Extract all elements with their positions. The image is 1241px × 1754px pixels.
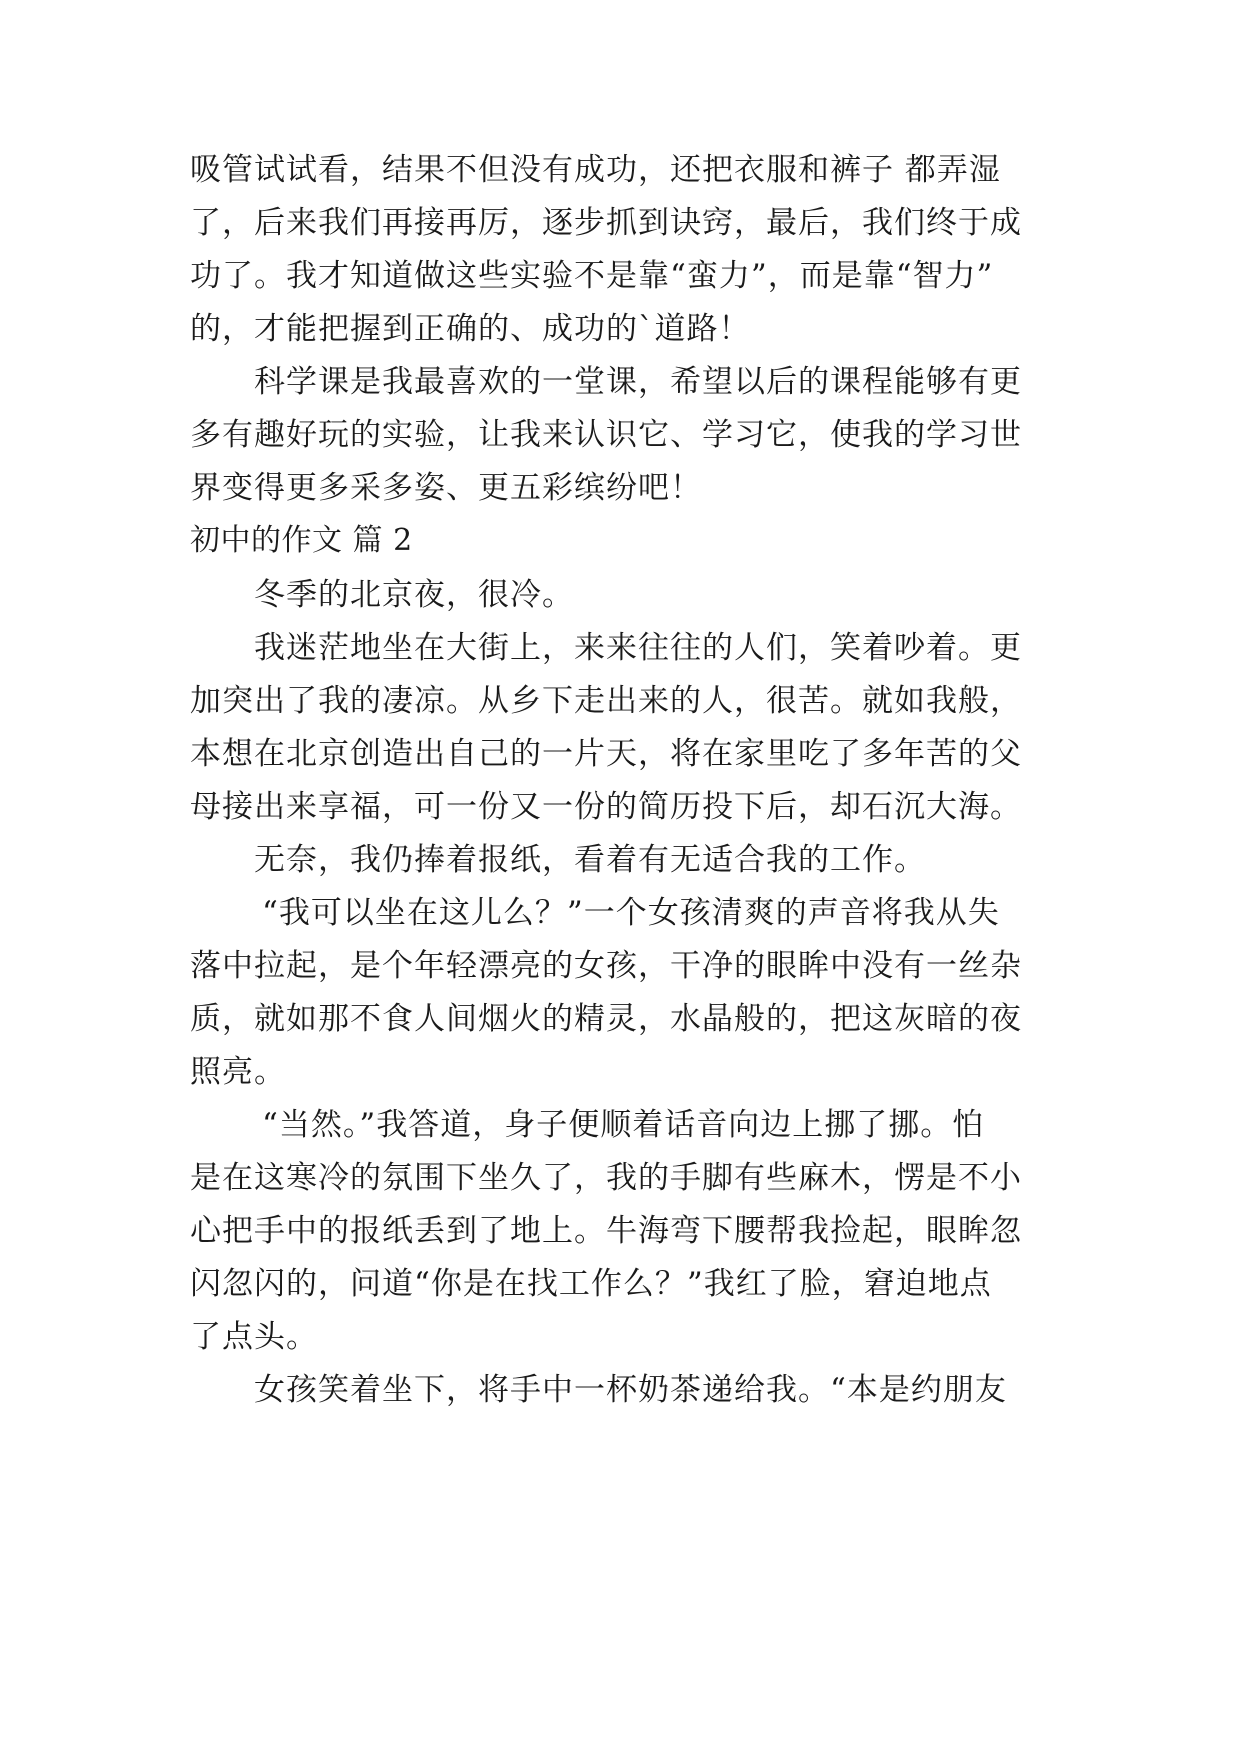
text-line: 闪忽闪的，问道“你是在找工作么？”我红了脸，窘迫地点: [190, 1266, 992, 1302]
text-line: 照亮。: [190, 1054, 286, 1090]
paragraph-start-line: 女孩笑着坐下，将手中一杯奶茶递给我。“本是约朋友: [254, 1372, 1007, 1408]
text-line: 是在这寒冷的氛围下坐久了，我的手脚有些麻木，愣是不小: [190, 1160, 1022, 1196]
section-heading: 初中的作文 篇 2: [190, 523, 413, 558]
paragraph-start-line: “我可以坐在这儿么？”一个女孩清爽的声音将我从失: [262, 895, 1000, 931]
text-line: 吸管试试看，结果不但没有成功，还把衣服和裤子 都弄湿: [190, 152, 1001, 188]
paragraph-start-line: 无奈，我仍捧着报纸，看着有无适合我的工作。: [254, 842, 926, 878]
text-line: 心把手中的报纸丢到了地上。牛海弯下腰帮我捡起，眼眸忽: [190, 1213, 1022, 1249]
text-line: 落中拉起，是个年轻漂亮的女孩，干净的眼眸中没有一丝杂: [190, 948, 1022, 984]
paragraph-start-line: “当然。”我答道，身子便顺着话音向边上挪了挪。怕: [262, 1107, 985, 1143]
text-line: 了，后来我们再接再厉，逐步抓到诀窍，最后，我们终于成: [190, 205, 1022, 241]
text-line: 多有趣好玩的实验，让我来认识它、学习它，使我的学习世: [190, 417, 1022, 453]
paragraph-start-line: 科学课是我最喜欢的一堂课，希望以后的课程能够有更: [254, 364, 1022, 400]
text-line: 质，就如那不食人间烟火的精灵，水晶般的，把这灰暗的夜: [190, 1001, 1022, 1037]
text-line: 界变得更多采多姿、更五彩缤纷吧！: [190, 470, 702, 506]
paragraph-start-line: 冬季的北京夜，很冷。: [254, 577, 574, 613]
text-line: 功了。我才知道做这些实验不是靠“蛮力”，而是靠“智力”: [190, 258, 994, 294]
paragraph-start-line: 我迷茫地坐在大街上，来来往往的人们，笑着吵着。更: [254, 630, 1022, 666]
text-line: 了点头。: [190, 1319, 318, 1355]
text-line: 本想在北京创造出自己的一片天，将在家里吃了多年苦的父: [190, 736, 1022, 772]
text-line: 加突出了我的凄凉。从乡下走出来的人，很苦。就如我般，: [190, 683, 1022, 719]
text-line: 母接出来享福，可一份又一份的简历投下后，却石沉大海。: [190, 789, 1022, 825]
text-line: 的，才能把握到正确的、成功的`道路！: [190, 311, 751, 347]
